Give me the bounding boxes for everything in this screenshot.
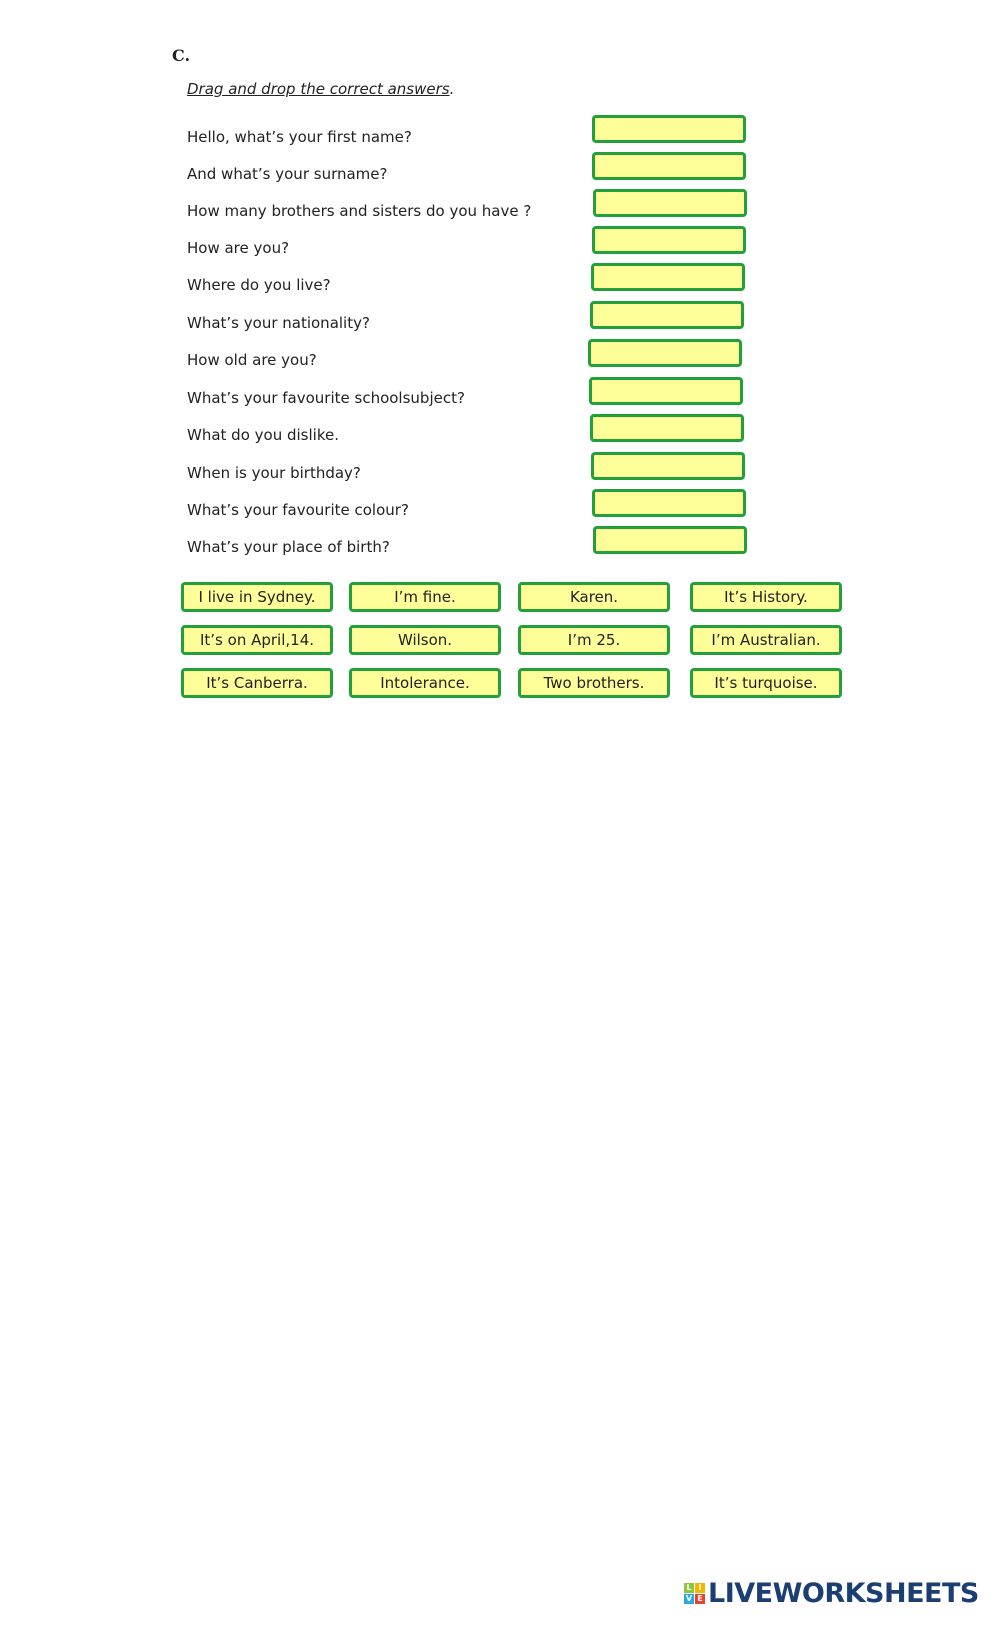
draggable-answer-tile[interactable]: I live in Sydney. — [181, 582, 333, 612]
question-text: Where do you live? — [187, 276, 331, 294]
question-text: What’s your favourite schoolsubject? — [187, 389, 465, 407]
answer-drop-box[interactable] — [592, 226, 746, 254]
question-text: What’s your place of birth? — [187, 538, 390, 556]
draggable-answer-tile[interactable]: I’m Australian. — [690, 625, 842, 655]
draggable-answer-tile[interactable]: Two brothers. — [518, 668, 670, 698]
liveworksheets-logo — [684, 1578, 979, 1609]
answer-drop-box[interactable] — [591, 263, 745, 291]
answer-drop-box[interactable] — [590, 414, 744, 442]
section-label: C. — [172, 46, 191, 65]
logo-badge-icon: L I V E — [684, 1583, 705, 1604]
answer-drop-box[interactable] — [592, 115, 746, 143]
question-text: How are you? — [187, 239, 290, 257]
question-text: Hello, what’s your first name? — [187, 128, 412, 146]
answer-drop-box[interactable] — [593, 189, 747, 217]
question-text: What’s your nationality? — [187, 314, 370, 332]
instruction-period: . — [449, 80, 455, 98]
draggable-answer-tile[interactable]: It’s turquoise. — [690, 668, 842, 698]
logo-text: LIVEWORKSHEETS — [708, 1578, 979, 1609]
answer-drop-box[interactable] — [593, 526, 747, 554]
instruction-text: Drag and drop the correct answers — [187, 80, 450, 98]
question-text: What do you dislike. — [187, 426, 339, 444]
draggable-answer-tile[interactable]: Intolerance. — [349, 668, 501, 698]
question-text: And what’s your surname? — [187, 165, 388, 183]
answer-drop-box[interactable] — [588, 339, 742, 367]
draggable-answer-tile[interactable]: I’m 25. — [518, 625, 670, 655]
question-text: When is your birthday? — [187, 464, 361, 482]
answer-drop-box[interactable] — [592, 152, 746, 180]
draggable-answer-tile[interactable]: It’s on April,14. — [181, 625, 333, 655]
draggable-answer-tile[interactable]: It’s Canberra. — [181, 668, 333, 698]
answer-drop-box[interactable] — [592, 489, 746, 517]
draggable-answer-tile[interactable]: It’s History. — [690, 582, 842, 612]
question-text: How many brothers and sisters do you have ? — [187, 202, 532, 220]
draggable-answer-tile[interactable]: Wilson. — [349, 625, 501, 655]
draggable-answer-tile[interactable]: I’m fine. — [349, 582, 501, 612]
question-text: How old are you? — [187, 351, 317, 369]
instruction — [187, 80, 454, 98]
answer-drop-box[interactable] — [591, 452, 745, 480]
draggable-answer-tile[interactable]: Karen. — [518, 582, 670, 612]
question-text: What’s your favourite colour? — [187, 501, 409, 519]
answer-drop-box[interactable] — [590, 301, 744, 329]
answer-drop-box[interactable] — [589, 377, 743, 405]
